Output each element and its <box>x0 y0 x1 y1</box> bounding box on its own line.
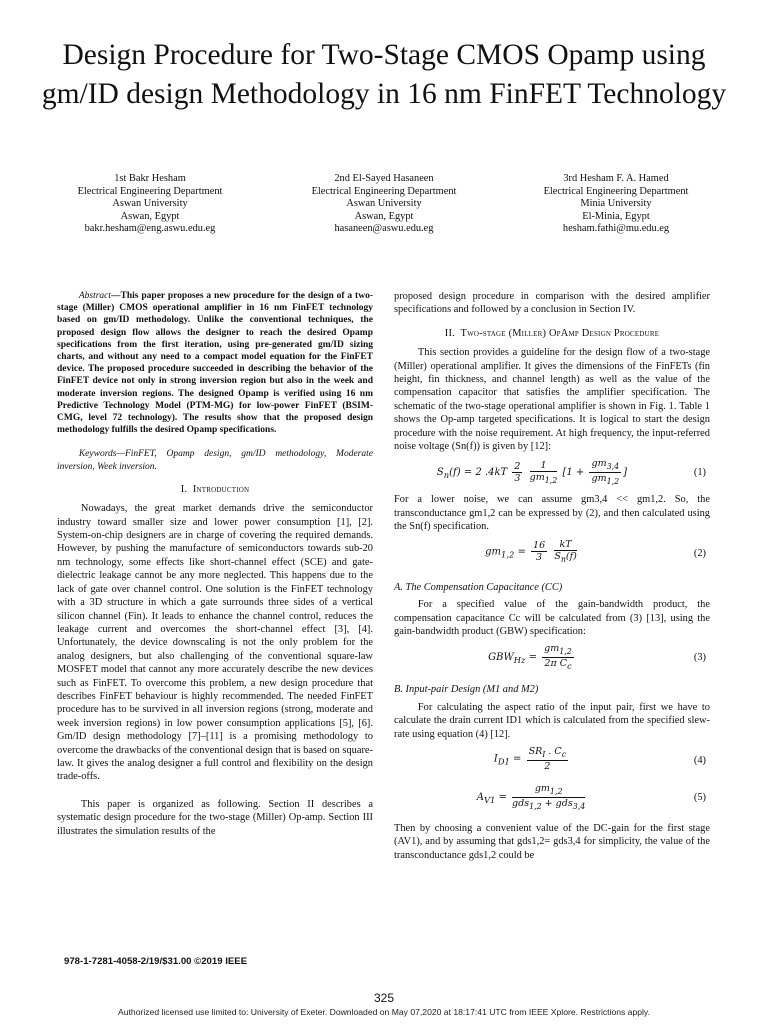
paragraph-dc-gain: Then by choosing a convenient value of the DC-gain for the first stage (AV1), and by assuming that gds1,2= gds3,4 for simplicity, the value of the transconductance gds1,2 could be <box>394 822 710 861</box>
paragraph-input-pair: For calculating the aspect ratio of the input pair, first we have to calculate the drain current ID1 which is calculated from the specified slew-rate using equation (4) [12]. <box>394 701 710 740</box>
author-email: hasaneen@aswu.edu.eg <box>334 223 434 235</box>
author-3 <box>496 173 736 236</box>
equation-number: (5) <box>693 791 706 803</box>
subsection-heading-compensation: A. The Compensation Capacitance (CC) <box>394 581 563 593</box>
intro-paragraph-organization: This paper is organized as following. Section II describes a systematic design procedure for the two-stage (Miller) Op-amp. Section III illustrates the simulation results of the <box>57 798 373 837</box>
equation-number: (1) <box>693 467 706 479</box>
page-number: 325 <box>373 991 395 1005</box>
design-paragraph: This section provides a guideline for the design flow of a two-stage (Miller) operational amplifier. It gives the dimensions of the FinFETs (fin height, fin thickness, and channel length) as well as the value of the compensation capacitor that satisfies the amplifier specification. The schematic of the two-stage operational amplifier is shown in Fig. 1. Table 1 shows the Op-amp targeted specifications. It is logical to start the design procedure with the noise requirement. At high frequency, the input-referred noise voltage (Sn(f)) is given by [12]: <box>394 347 710 453</box>
author-location: Aswan, Egypt <box>120 210 180 222</box>
abstract-text: —This paper proposes a new procedure for the design of a two-stage (Miller) CMOS operational amplifier in 16 nm FinFET technology based on gm/ID methodology. Unlike the conventional techniques, the proposed design flow allows the designer to reach the desired Opamp specifications from the first iteration, using pre-generated gm/ID sizing charts, and without any need to a compact model equation for the FinFET device. The proposed procedure succeeded in describing the behavior of the FinFET device not only in strong inversion region but also in the week and moderate inversion regions. The designed Opamp is verified using 16 nm Predictive Technology Model (PTM-MG) for low-power FinFET (BSIM-CMG, level 72 technology). The results show that the proposed design methodology fulfills the desired Opamp specifications. <box>57 291 373 436</box>
author-name: 1st Bakr Hesham <box>114 173 186 184</box>
left-column <box>57 290 373 838</box>
subsection-heading-input-pair: B. Input-pair Design (M1 and M2) <box>394 684 539 696</box>
equation-body: $A_{V1}$ = $\frac{gm_{1,2}}{gds_{1,2} + gds_{3,4}}$ <box>476 782 586 811</box>
equation-body: $gm_{1,2}$ = $\frac{16}{3}$ $\frac{kT}{S_n(f)}$ <box>485 538 577 564</box>
author-location: Aswan, Egypt <box>354 210 414 222</box>
equation-number: (3) <box>693 652 706 664</box>
paragraph-continuation: proposed design procedure in comparison with the desired amplifier specifications and followed by a conclusion in Section IV. <box>394 291 710 316</box>
author-2 <box>264 173 504 236</box>
abstract <box>57 290 373 436</box>
equation-body: $GBW_{Hz}$ = $\frac{gm_{1,2}}{2\pi C_c}$ <box>488 643 572 672</box>
author-email: bakr.hesham@eng.aswu.edu.eg <box>84 223 216 235</box>
equation-5 <box>394 783 710 817</box>
section-heading-introduction: I. Introduction <box>180 483 250 495</box>
author-department: Electrical Engineering Department <box>77 185 223 197</box>
paragraph-compensation: For a specified value of the gain-bandwidth product, the compensation capacitance Cc will be calculated from (3) [13], using the gain-bandwidth product (GBW) specification: <box>394 599 710 637</box>
author-university: Minia University <box>580 198 652 210</box>
copyright-notice: 978-1-7281-4058-2/19/$31.00 ©2019 IEEE <box>64 956 248 967</box>
author-name: 2nd El-Sayed Hasaneen <box>334 173 434 184</box>
right-column <box>394 290 710 862</box>
equation-number: (2) <box>693 547 706 559</box>
author-name: 3rd Hesham F. A. Hamed <box>563 173 669 184</box>
equation-body: $S_n(f) = 2$ .4kT $\frac{2}{3}$ $\frac{1}{gm_{1,2}}$ [1 + $\frac{gm_{3,4}}{gm_{1,2}}$ ] <box>436 458 628 487</box>
equation-number: (4) <box>693 754 706 766</box>
author-university: Aswan University <box>346 198 422 210</box>
equation-2 <box>394 539 710 573</box>
author-department: Electrical Engineering Department <box>311 185 457 197</box>
section-heading-design-procedure: II. Two-stage (Miller) OpAmp Design Procedure <box>444 327 660 339</box>
equation-1 <box>394 458 710 488</box>
paragraph-noise: For a lower noise, we can assume gm3,4 << gm1,2. So, the transconductance gm1,2 can be expressed by (2), and then calculated using the Sn(f) specification. <box>394 494 710 533</box>
paper-title: Design Procedure for Two-Stage CMOS Opamp using gm/ID design Methodology in 16 nm FinFET Technology <box>41 39 727 110</box>
author-department: Electrical Engineering Department <box>543 185 689 197</box>
equation-body: $I_{D1}$ = $\frac{SR_I . C_c}{2}$ <box>493 745 567 772</box>
author-university: Aswan University <box>112 198 188 210</box>
abstract-label: Abstract <box>78 291 112 301</box>
equation-4 <box>394 746 710 778</box>
keywords: Keywords—FinFET, Opamp design, gm/ID methodology, Moderate inversion, Week inversion. <box>57 449 373 472</box>
license-notice: Authorized licensed use limited to: University of Exeter. Downloaded on May 07,2020 at 18:17:41 UTC from IEEE Xplore. Restrictions apply. <box>118 1007 650 1017</box>
author-1 <box>30 173 270 236</box>
author-location: El-Minia, Egypt <box>582 210 650 222</box>
author-email: hesham.fathi@mu.edu.eg <box>562 223 670 235</box>
equation-3 <box>394 643 710 675</box>
intro-paragraph: Nowadays, the great market demands drive the semiconductor industry toward smaller size and lower power consumption [1], [2]. System-on-chip designers are in charge of covering the required demands. However, by pushing the manufacture of semiconductors towards sub-20 nm technology, some effects like short-channel effect (SCE) and gate-dielectric leakage cannot be any more neglected. This happens due to the lack of gate over channel control. One solution is the FinFET technology with a 3D structure in which a gate surrounds three sides of a vertical silicon channel (Fin). It leads to enhance the channel control, reduces the leakage current and overcomes the short-channel effect [3], [4]. Unfortunately, the device downscaling is not the only problem for the analog designers, but also challenging of the conventional square-law MOSFET model that cannot any more accurately describe the new devices such as FinFET. To overcome this problem, a new design procedure that describes FinFET behaviour is highly recommended. The needed FinFET procedure has to be survived in all inversion regions (strong, moderate and week inversion regions) in low power consumption applications [5], [6]. Gm/ID design methodology [7]–[11] is a promising methodology to overcome the drawbacks of the conventional design that is based on square-law. It gives the analog designer a full control and flexibility on the design trade-offs. <box>57 503 373 783</box>
